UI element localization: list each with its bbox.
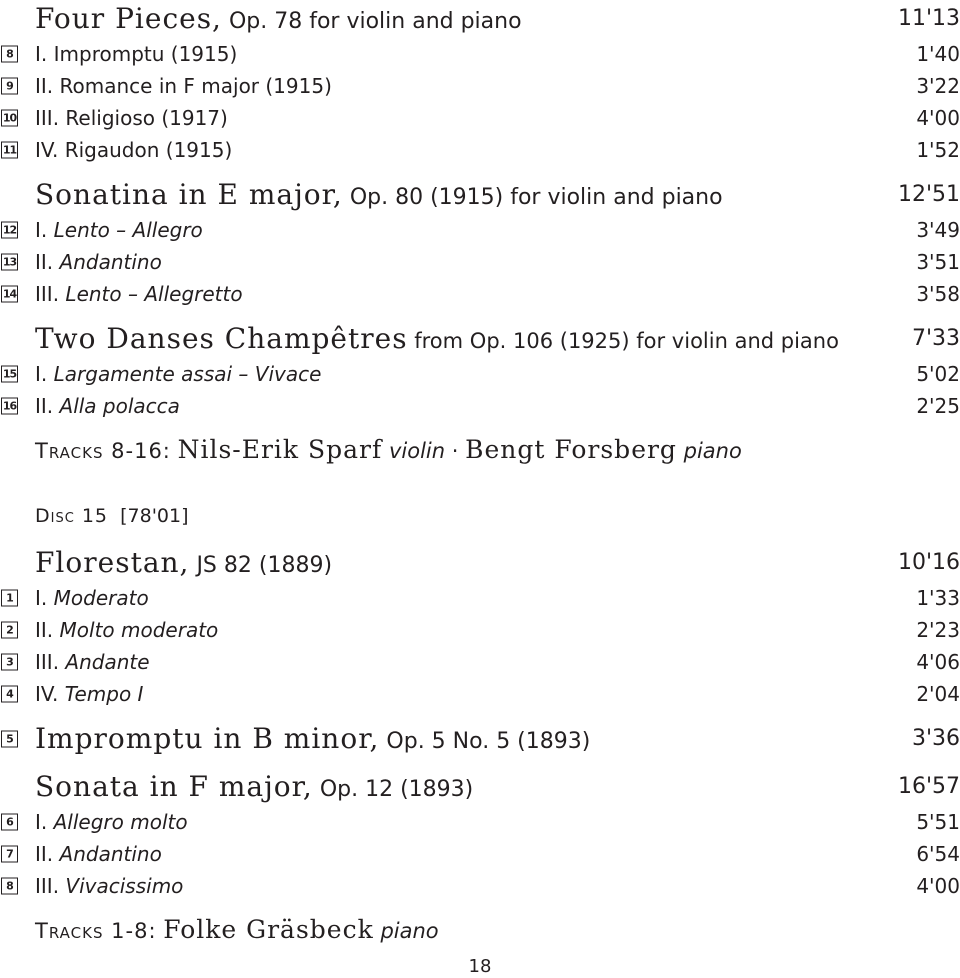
movement-row xyxy=(0,102,960,134)
movement-title: I. Largamente assai – Vivace xyxy=(35,362,322,386)
work-title: Four Pieces, Op. 78 for violin and piano xyxy=(35,2,522,35)
work-title-row xyxy=(0,176,960,214)
work-duration: 12'51 xyxy=(897,182,960,207)
work-title-row xyxy=(0,544,960,582)
movement-title: I. Allegro molto xyxy=(35,810,188,834)
movement-row xyxy=(0,806,960,838)
movement-title: III. Vivacissimo xyxy=(35,874,184,898)
movement-duration: 6'54 xyxy=(916,842,960,866)
movement-duration: 1'52 xyxy=(916,138,960,162)
movement-duration: 3'58 xyxy=(916,282,960,306)
movement-row xyxy=(0,646,960,678)
track-number: 8 xyxy=(1,878,18,895)
movement-duration: 5'02 xyxy=(916,362,960,386)
movement-row xyxy=(0,358,960,390)
movement-title: II. Molto moderato xyxy=(35,618,219,642)
movement-duration: 3'22 xyxy=(916,74,960,98)
movement-title: III. Lento – Allegretto xyxy=(35,282,243,306)
movement-duration: 5'51 xyxy=(916,810,960,834)
track-number: 5 xyxy=(1,731,18,748)
work-duration: 3'36 xyxy=(911,726,960,751)
track-number: 9 xyxy=(1,78,18,95)
movement-row xyxy=(0,134,960,166)
movement-title: III. Andante xyxy=(35,650,150,674)
track-number: 3 xyxy=(1,654,18,671)
disc14-section xyxy=(0,0,960,470)
work-title: Two Danses Champêtres from Op. 106 (1925) for violin and piano xyxy=(35,322,839,355)
movement-duration: 2'25 xyxy=(916,394,960,418)
movement-title: I. Moderato xyxy=(35,586,149,610)
movement-row xyxy=(0,870,960,902)
movement-row xyxy=(0,278,960,310)
credit-prefix: Tracks 1-8: xyxy=(35,919,157,943)
movement-title: III. Religioso (1917) xyxy=(35,106,228,130)
work-title: Sonata in F major, Op. 12 (1893) xyxy=(35,770,474,803)
work-duration: 16'57 xyxy=(897,774,960,799)
movement-duration: 4'06 xyxy=(916,650,960,674)
movement-duration: 1'33 xyxy=(916,586,960,610)
track-number: 14 xyxy=(2,287,17,301)
movement-title: II. Andantino xyxy=(35,842,162,866)
track-number: 8 xyxy=(1,46,18,63)
movement-title: II. Andantino xyxy=(35,250,162,274)
work-title: Florestan, JS 82 (1889) xyxy=(35,546,333,579)
movement-row xyxy=(0,614,960,646)
movement-title: I. Lento – Allegro xyxy=(35,218,203,242)
work-title-row xyxy=(0,320,960,358)
track-number: 2 xyxy=(1,622,18,639)
movement-duration: 3'51 xyxy=(916,250,960,274)
credit-prefix: Tracks 8-16: xyxy=(35,439,171,463)
movement-row xyxy=(0,38,960,70)
movement-title: IV. Tempo I xyxy=(35,682,144,706)
movement-row xyxy=(0,390,960,422)
track-number: 16 xyxy=(2,399,17,413)
performer-credit xyxy=(0,430,960,470)
movement-duration: 2'04 xyxy=(916,682,960,706)
track-number: 7 xyxy=(1,846,18,863)
movement-title: II. Romance in F major (1915) xyxy=(35,74,332,98)
performer-role: piano xyxy=(380,919,439,943)
movement-row xyxy=(0,678,960,710)
movement-title: IV. Rigaudon (1915) xyxy=(35,138,233,162)
performer-name: Bengt Forsberg xyxy=(465,435,677,464)
track-number: 10 xyxy=(2,111,17,125)
track-number: 12 xyxy=(2,223,17,237)
performer-role: piano xyxy=(683,439,742,463)
disc-label: Disc 15 xyxy=(35,505,109,527)
track-number: 15 xyxy=(2,367,17,381)
movement-duration: 2'23 xyxy=(916,618,960,642)
work-duration: 11'13 xyxy=(897,6,960,31)
movement-row xyxy=(0,246,960,278)
movement-duration: 4'00 xyxy=(916,874,960,898)
performer-credit xyxy=(0,910,960,950)
movement-row xyxy=(0,70,960,102)
performer-name: Folke Gräsbeck xyxy=(163,915,374,944)
work-duration: 7'33 xyxy=(911,326,960,351)
track-number: 11 xyxy=(2,143,17,157)
movement-row xyxy=(0,582,960,614)
disc-heading xyxy=(0,496,960,536)
track-number: 1 xyxy=(1,590,18,607)
track-number: 6 xyxy=(1,814,18,831)
movement-title: I. Impromptu (1915) xyxy=(35,42,238,66)
disc-duration: [78'01] xyxy=(120,505,189,527)
track-number: 4 xyxy=(1,686,18,703)
work-duration: 10'16 xyxy=(897,550,960,575)
performer-role: violin xyxy=(388,439,446,463)
movement-duration: 4'00 xyxy=(916,106,960,130)
movement-row xyxy=(0,838,960,870)
track-number: 13 xyxy=(2,255,17,269)
movement-row xyxy=(0,214,960,246)
work-title-row xyxy=(0,768,960,806)
work-title-row xyxy=(0,720,960,758)
work-title: Impromptu in B minor, Op. 5 No. 5 (1893) xyxy=(35,722,591,755)
movement-duration: 3'49 xyxy=(916,218,960,242)
credit-separator: · xyxy=(451,439,459,463)
movement-title: II. Alla polacca xyxy=(35,394,180,418)
movement-duration: 1'40 xyxy=(916,42,960,66)
work-title-row xyxy=(0,0,960,38)
work-title: Sonatina in E major, Op. 80 (1915) for violin and piano xyxy=(35,178,723,211)
performer-name: Nils-Erik Sparf xyxy=(177,435,383,464)
page-number: 18 xyxy=(468,956,492,977)
disc15-section xyxy=(0,496,960,950)
